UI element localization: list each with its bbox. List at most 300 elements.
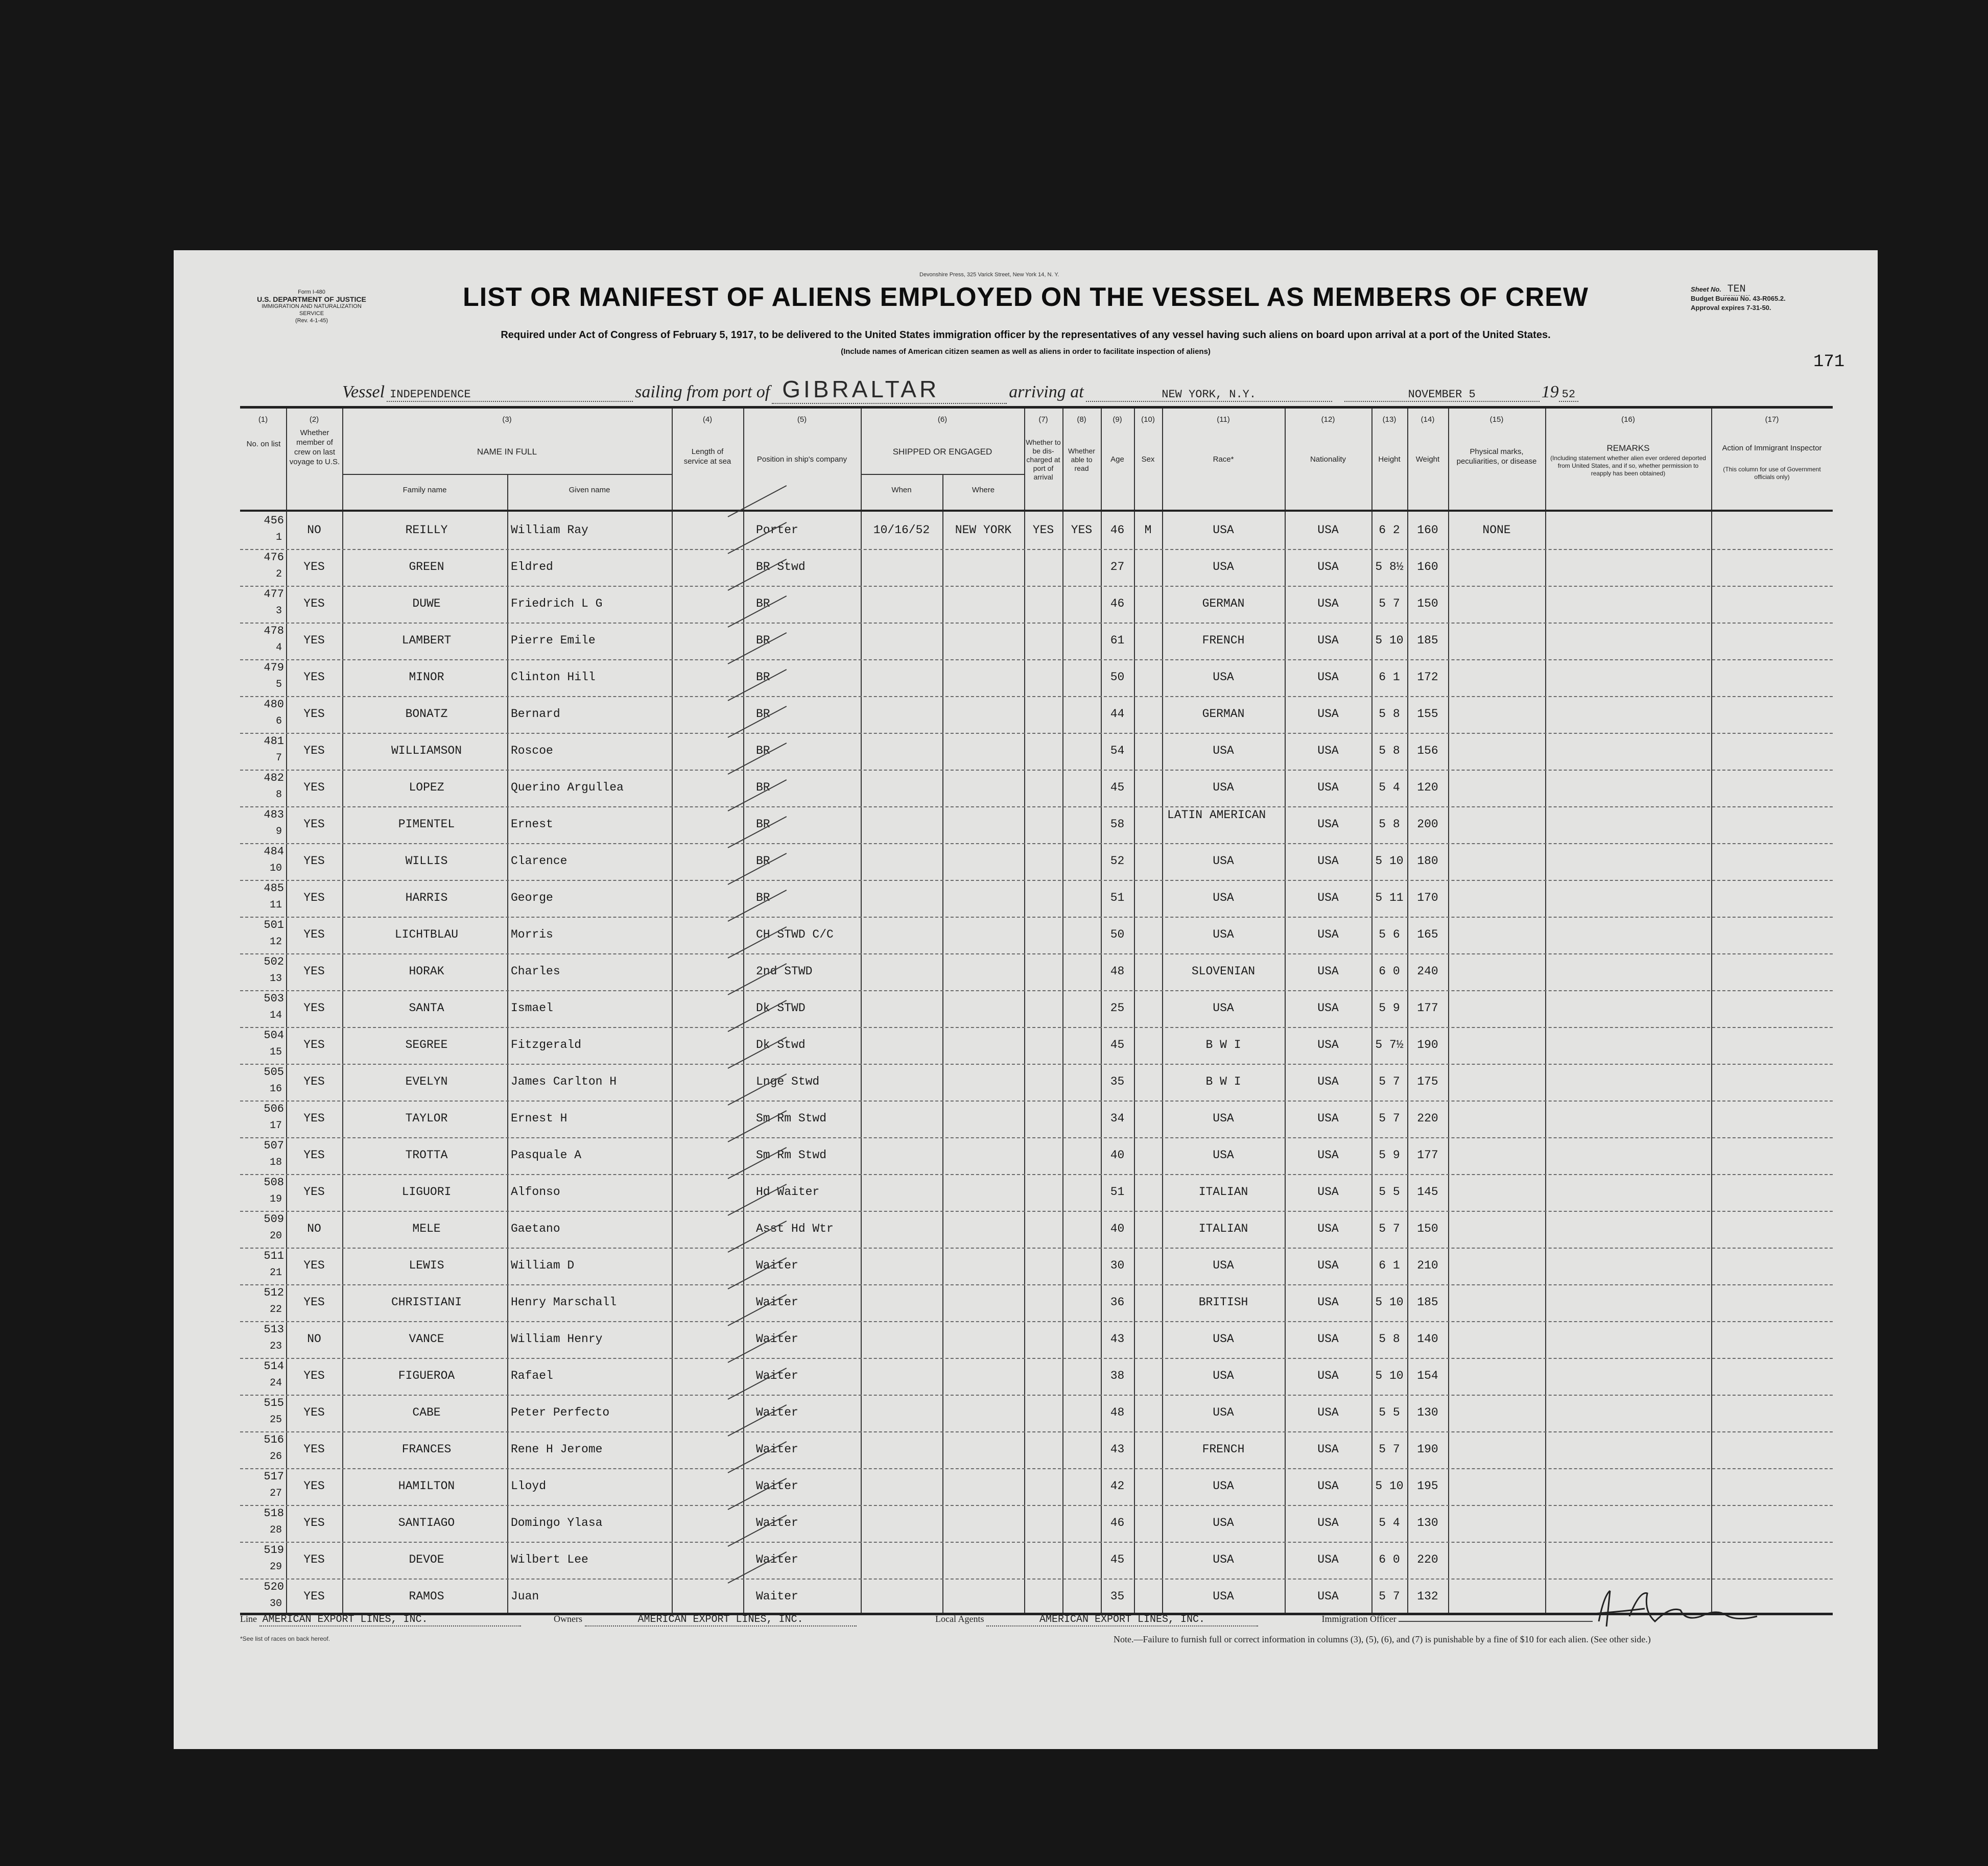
list-number-handwritten: 503 xyxy=(264,992,284,1005)
weight: 185 xyxy=(1417,634,1438,647)
family-name: GREEN xyxy=(409,560,444,573)
family-name: MELE xyxy=(412,1222,441,1235)
table-row xyxy=(240,549,1833,587)
list-number-handwritten: 505 xyxy=(264,1066,284,1079)
family-name: HARRIS xyxy=(405,891,448,904)
age: 58 xyxy=(1110,818,1125,831)
height: 6 2 xyxy=(1379,523,1400,537)
list-number: 1 xyxy=(275,532,282,543)
position: Lnge Stwd xyxy=(756,1075,820,1088)
nationality: USA xyxy=(1317,597,1339,610)
table-row xyxy=(240,1211,1833,1249)
race: USA xyxy=(1213,1516,1234,1529)
position: Waiter xyxy=(756,1479,798,1493)
nationality: USA xyxy=(1317,1075,1339,1088)
race: GERMAN xyxy=(1202,597,1245,610)
given-name: Rene H Jerome xyxy=(511,1443,603,1456)
position: Dk Stwd xyxy=(756,1038,806,1051)
given-name: Gaetano xyxy=(511,1222,560,1235)
arrival-date: NOVEMBER 5 xyxy=(1344,388,1540,402)
list-number-handwritten: 456 xyxy=(264,514,284,527)
nationality: USA xyxy=(1317,1553,1339,1566)
race: USA xyxy=(1213,1149,1234,1162)
col-num: (10) xyxy=(1141,415,1155,424)
requirement-text: Required under Act of Congress of February 5, 1917, to be delivered to the United States immigration officer by the representatives of any vessel having such aliens on board upon arrival at a port of the United States. xyxy=(501,329,1551,341)
col-num: (15) xyxy=(1489,415,1504,424)
race: USA xyxy=(1213,560,1234,573)
list-number: 16 xyxy=(269,1083,282,1095)
list-number: 13 xyxy=(269,973,282,985)
race: USA xyxy=(1213,891,1234,904)
officer-signature xyxy=(1583,1586,1778,1634)
col-num: (9) xyxy=(1113,415,1122,424)
weight: 220 xyxy=(1417,1553,1438,1566)
member-last-voyage: YES xyxy=(303,1443,325,1456)
col-num: (12) xyxy=(1321,415,1335,424)
position: BR xyxy=(756,891,770,904)
list-number: 21 xyxy=(269,1267,282,1279)
given-name: Clinton Hill xyxy=(511,671,596,684)
list-number-handwritten: 513 xyxy=(264,1323,284,1336)
position: Waiter xyxy=(756,1296,798,1309)
age: 48 xyxy=(1110,1406,1125,1419)
height: 5 5 xyxy=(1379,1406,1400,1419)
given-name: George xyxy=(511,891,553,904)
race: USA xyxy=(1213,1590,1234,1603)
table-row xyxy=(240,1431,1833,1469)
weight: 220 xyxy=(1417,1112,1438,1125)
race: ITALIAN xyxy=(1198,1222,1248,1235)
member-last-voyage: YES xyxy=(303,854,325,868)
age: 25 xyxy=(1110,1001,1125,1015)
header-when: When xyxy=(891,486,912,494)
age: 46 xyxy=(1110,1516,1125,1529)
family-name: BONATZ xyxy=(405,707,448,721)
vessel-label: Vessel xyxy=(342,382,385,401)
header-weight: Weight xyxy=(1415,455,1440,464)
list-number: 2 xyxy=(275,568,282,580)
list-number-handwritten: 485 xyxy=(264,882,284,895)
family-name: VANCE xyxy=(409,1332,444,1346)
height: 5 5 xyxy=(1379,1185,1400,1199)
weight: 190 xyxy=(1417,1443,1438,1456)
page-title: LIST OR MANIFEST OF ALIENS EMPLOYED ON THE VESSEL AS MEMBERS OF CREW xyxy=(463,282,1589,312)
given-name: Morris xyxy=(511,928,553,941)
table-row xyxy=(240,1468,1833,1506)
race: USA xyxy=(1213,1259,1234,1272)
list-number: 30 xyxy=(269,1598,282,1610)
member-last-voyage: YES xyxy=(303,560,325,573)
nationality: USA xyxy=(1317,1332,1339,1346)
arrival-port: NEW YORK, N.Y. xyxy=(1086,388,1332,402)
given-name: Peter Perfecto xyxy=(511,1406,610,1419)
position: Waiter xyxy=(756,1406,798,1419)
line-label: Line xyxy=(240,1614,257,1624)
nationality: USA xyxy=(1317,1038,1339,1051)
table-row xyxy=(240,843,1833,881)
race: USA xyxy=(1213,1112,1234,1125)
officer-signature-line xyxy=(1399,1621,1593,1622)
weight: 190 xyxy=(1417,1038,1438,1051)
list-number-handwritten: 514 xyxy=(264,1360,284,1373)
nationality: USA xyxy=(1317,560,1339,573)
given-name: Wilbert Lee xyxy=(511,1553,588,1566)
race: USA xyxy=(1213,854,1234,868)
race: LATIN AMERICAN xyxy=(1167,809,1266,821)
given-name: Clarence xyxy=(511,854,567,868)
agents-value: AMERICAN EXPORT LINES, INC. xyxy=(986,1614,1258,1626)
member-last-voyage: YES xyxy=(303,1112,325,1125)
weight: 175 xyxy=(1417,1075,1438,1088)
race: B W I xyxy=(1205,1075,1241,1088)
weight: 170 xyxy=(1417,891,1438,904)
list-number-handwritten: 501 xyxy=(264,919,284,931)
weight: 132 xyxy=(1417,1590,1438,1603)
family-name: RAMOS xyxy=(409,1590,444,1603)
height: 5 10 xyxy=(1375,1296,1404,1309)
family-name: FRANCES xyxy=(401,1443,452,1456)
header-nationality: Nationality xyxy=(1310,455,1346,464)
list-number: 22 xyxy=(269,1304,282,1315)
header-position: Position in ship's company xyxy=(756,455,847,464)
col-num: (3) xyxy=(502,415,512,424)
physical-marks: NONE xyxy=(1482,523,1511,537)
age: 43 xyxy=(1110,1443,1125,1456)
position: Hd Waiter xyxy=(756,1185,820,1199)
height: 5 7 xyxy=(1379,597,1400,610)
table-row xyxy=(240,770,1833,807)
given-name: Bernard xyxy=(511,707,560,721)
family-name: REILLY xyxy=(405,523,448,537)
list-number: 18 xyxy=(269,1157,282,1168)
height: 5 8 xyxy=(1379,707,1400,721)
weight: 240 xyxy=(1417,965,1438,978)
weight: 156 xyxy=(1417,744,1438,757)
list-number: 3 xyxy=(275,605,282,617)
list-number: 28 xyxy=(269,1524,282,1536)
height: 5 7 xyxy=(1379,1590,1400,1603)
height: 6 0 xyxy=(1379,1553,1400,1566)
family-name: LAMBERT xyxy=(401,634,452,647)
table-row xyxy=(240,1174,1833,1212)
age: 40 xyxy=(1110,1222,1125,1235)
family-name: SEGREE xyxy=(405,1038,448,1051)
given-name: Querino Argullea xyxy=(511,781,624,794)
member-last-voyage: YES xyxy=(303,781,325,794)
nationality: USA xyxy=(1317,744,1339,757)
member-last-voyage: YES xyxy=(303,928,325,941)
nationality: USA xyxy=(1317,891,1339,904)
family-name: SANTIAGO xyxy=(398,1516,455,1529)
nationality: USA xyxy=(1317,1369,1339,1382)
position: BR xyxy=(756,671,770,684)
stamp-number: 171 xyxy=(1813,352,1845,372)
table-row xyxy=(240,880,1833,918)
height: 5 7 xyxy=(1379,1112,1400,1125)
race: SLOVENIAN xyxy=(1191,965,1256,978)
table-row xyxy=(240,806,1833,844)
list-number-handwritten: 509 xyxy=(264,1213,284,1226)
race: USA xyxy=(1213,1001,1234,1015)
list-number-handwritten: 481 xyxy=(264,735,284,748)
list-number-handwritten: 508 xyxy=(264,1176,284,1189)
shipped-where: NEW YORK xyxy=(955,523,1012,537)
nationality: USA xyxy=(1317,1516,1339,1529)
header-where: Where xyxy=(972,486,995,494)
list-number: 29 xyxy=(269,1561,282,1573)
age: 27 xyxy=(1110,560,1125,573)
list-number-handwritten: 476 xyxy=(264,551,284,564)
crew-table xyxy=(240,406,1833,1615)
position: Waiter xyxy=(756,1259,798,1272)
family-name: LEWIS xyxy=(409,1259,444,1272)
age: 54 xyxy=(1110,744,1125,757)
sailing-label: sailing from port of xyxy=(635,382,770,401)
family-name: LICHTBLAU xyxy=(394,928,459,941)
height: 5 8 xyxy=(1379,744,1400,757)
year-prefix: 19 xyxy=(1541,382,1559,401)
manifest-sheet xyxy=(174,250,1878,1749)
family-name: WILLIS xyxy=(405,854,448,868)
table-row xyxy=(240,512,1833,550)
given-name: Eldred xyxy=(511,560,553,573)
nationality: USA xyxy=(1317,1590,1339,1603)
race: USA xyxy=(1213,523,1234,537)
race: USA xyxy=(1213,1369,1234,1382)
member-last-voyage: YES xyxy=(303,1075,325,1088)
age: 61 xyxy=(1110,634,1125,647)
position: BR xyxy=(756,818,770,831)
family-name: TROTTA xyxy=(405,1149,448,1162)
line-value: AMERICAN EXPORT LINES, INC. xyxy=(259,1614,521,1626)
col-num: (4) xyxy=(702,415,713,424)
age: 48 xyxy=(1110,965,1125,978)
position: Waiter xyxy=(756,1553,798,1566)
age: 35 xyxy=(1110,1075,1125,1088)
race: B W I xyxy=(1205,1038,1241,1051)
height: 5 4 xyxy=(1379,781,1400,794)
weight: 160 xyxy=(1417,523,1438,537)
family-name: SANTA xyxy=(409,1001,444,1015)
table-row xyxy=(240,1542,1833,1580)
given-name: Pierre Emile xyxy=(511,634,596,647)
header-length-of-service: Length of service at sea xyxy=(683,447,731,466)
family-name: FIGUEROA xyxy=(398,1369,455,1382)
age: 46 xyxy=(1110,597,1125,610)
sex: M xyxy=(1144,523,1152,537)
discharged: YES xyxy=(1032,523,1054,537)
sheet-number: TEN xyxy=(1723,283,1750,296)
header-sex: Sex xyxy=(1141,455,1155,464)
list-number: 12 xyxy=(269,936,282,948)
list-number: 26 xyxy=(269,1451,282,1463)
given-name: James Carlton H xyxy=(511,1075,617,1088)
list-number-handwritten: 479 xyxy=(264,661,284,674)
age: 51 xyxy=(1110,1185,1125,1199)
weight: 154 xyxy=(1417,1369,1438,1382)
list-number-handwritten: 504 xyxy=(264,1029,284,1042)
given-name: Fitzgerald xyxy=(511,1038,582,1051)
member-last-voyage: YES xyxy=(303,1001,325,1015)
weight: 177 xyxy=(1417,1001,1438,1015)
weight: 165 xyxy=(1417,928,1438,941)
list-number: 20 xyxy=(269,1230,282,1242)
age: 40 xyxy=(1110,1149,1125,1162)
height: 5 10 xyxy=(1375,1369,1404,1382)
given-name: Charles xyxy=(511,965,560,978)
list-number-handwritten: 511 xyxy=(264,1250,284,1262)
weight: 172 xyxy=(1417,671,1438,684)
given-name: Domingo Ylasa xyxy=(511,1516,603,1529)
nationality: USA xyxy=(1317,1149,1339,1162)
list-number-handwritten: 480 xyxy=(264,698,284,711)
revision: (Rev. 4-1-45) xyxy=(295,318,328,324)
member-last-voyage: YES xyxy=(303,1553,325,1566)
position: CH STWD C/C xyxy=(756,928,834,941)
weight: 177 xyxy=(1417,1149,1438,1162)
race: USA xyxy=(1213,1406,1234,1419)
weight: 145 xyxy=(1417,1185,1438,1199)
position: Asst Hd Wtr xyxy=(756,1222,834,1235)
family-name: HORAK xyxy=(409,965,444,978)
position: Waiter xyxy=(756,1443,798,1456)
department: U.S. DEPARTMENT OF JUSTICE xyxy=(257,295,366,303)
height: 5 11 xyxy=(1375,891,1404,904)
race: USA xyxy=(1213,1332,1234,1346)
age: 46 xyxy=(1110,523,1125,537)
include-note: (Include names of American citizen seamen as well as aliens in order to facilitate inspection of aliens) xyxy=(841,347,1211,356)
member-last-voyage: YES xyxy=(303,965,325,978)
table-row xyxy=(240,1248,1833,1285)
member-last-voyage: YES xyxy=(303,1296,325,1309)
family-name: MINOR xyxy=(409,671,444,684)
given-name: Friedrich L G xyxy=(511,597,603,610)
officer-label: Immigration Officer xyxy=(1321,1614,1397,1624)
vessel-line xyxy=(342,375,1578,404)
height: 5 6 xyxy=(1379,928,1400,941)
shipped-when: 10/16/52 xyxy=(873,523,930,537)
position: Sm Rm Stwd xyxy=(756,1149,827,1162)
table-row xyxy=(240,1101,1833,1138)
table-row xyxy=(240,1505,1833,1543)
col-num: (8) xyxy=(1077,415,1086,424)
table-row xyxy=(240,990,1833,1028)
position: BR xyxy=(756,597,770,610)
family-name: WILLIAMSON xyxy=(391,744,462,757)
member-last-voyage: YES xyxy=(303,1259,325,1272)
able-to-read: YES xyxy=(1071,523,1093,537)
height: 5 7½ xyxy=(1375,1038,1404,1051)
header-inspector-action: Action of Immigrant Inspector xyxy=(1722,444,1822,452)
member-last-voyage: YES xyxy=(303,634,325,647)
table-row xyxy=(240,1064,1833,1102)
nationality: USA xyxy=(1317,1185,1339,1199)
position: BR Stwd xyxy=(756,560,806,573)
family-name: PIMENTEL xyxy=(398,818,455,831)
height: 5 7 xyxy=(1379,1443,1400,1456)
member-last-voyage: NO xyxy=(307,1332,321,1346)
age: 38 xyxy=(1110,1369,1125,1382)
nationality: USA xyxy=(1317,781,1339,794)
member-last-voyage: YES xyxy=(303,707,325,721)
sheet-label: Sheet No. xyxy=(1691,285,1721,293)
given-name: Ernest xyxy=(511,818,553,831)
list-number: 14 xyxy=(269,1010,282,1021)
given-name: William D xyxy=(511,1259,575,1272)
list-number-handwritten: 517 xyxy=(264,1470,284,1483)
table-row xyxy=(240,917,1833,954)
position: BR xyxy=(756,707,770,721)
nationality: USA xyxy=(1317,634,1339,647)
list-number-handwritten: 484 xyxy=(264,845,284,858)
member-last-voyage: YES xyxy=(303,891,325,904)
race: USA xyxy=(1213,671,1234,684)
position: BR xyxy=(756,854,770,868)
table-row xyxy=(240,1137,1833,1175)
header-height: Height xyxy=(1378,455,1401,464)
list-number: 23 xyxy=(269,1341,282,1352)
weight: 150 xyxy=(1417,1222,1438,1235)
age: 44 xyxy=(1110,707,1125,721)
family-name: CABE xyxy=(412,1406,441,1419)
list-number: 10 xyxy=(269,863,282,874)
departure-port: GIBRALTAR xyxy=(772,375,1007,404)
header-member-last-voyage: Whether member of crew on last voyage to U.S. xyxy=(289,428,340,466)
agents-label: Local Agents xyxy=(935,1614,984,1624)
nationality: USA xyxy=(1317,1112,1339,1125)
family-name: DUWE xyxy=(412,597,441,610)
printer-credit: Devonshire Press, 325 Varick Street, New York 14, N. Y. xyxy=(919,272,1059,278)
race: FRENCH xyxy=(1202,634,1245,647)
list-number-handwritten: 502 xyxy=(264,955,284,968)
list-number-handwritten: 518 xyxy=(264,1507,284,1520)
list-number: 4 xyxy=(275,642,282,654)
nationality: USA xyxy=(1317,1259,1339,1272)
member-last-voyage: YES xyxy=(303,1516,325,1529)
weight: 120 xyxy=(1417,781,1438,794)
nationality: USA xyxy=(1317,1443,1339,1456)
nationality: USA xyxy=(1317,818,1339,831)
weight: 160 xyxy=(1417,560,1438,573)
given-name: William Ray xyxy=(511,523,588,537)
budget-bureau: Budget Bureau No. 43-R065.2. xyxy=(1691,295,1786,302)
nationality: USA xyxy=(1317,965,1339,978)
weight: 155 xyxy=(1417,707,1438,721)
age: 42 xyxy=(1110,1479,1125,1493)
col-num: (11) xyxy=(1217,415,1230,424)
height: 6 0 xyxy=(1379,965,1400,978)
race: USA xyxy=(1213,928,1234,941)
given-name: Pasquale A xyxy=(511,1149,582,1162)
age: 50 xyxy=(1110,671,1125,684)
header-able-to-read: Whether able to read xyxy=(1068,447,1095,472)
weight: 180 xyxy=(1417,854,1438,868)
member-last-voyage: YES xyxy=(303,818,325,831)
table-row xyxy=(240,1321,1833,1359)
height: 5 9 xyxy=(1379,1001,1400,1015)
vessel-name: INDEPENDENCE xyxy=(387,388,633,402)
age: 45 xyxy=(1110,781,1125,794)
nationality: USA xyxy=(1317,928,1339,941)
list-number: 8 xyxy=(275,789,282,801)
length-of-service-mark xyxy=(728,485,787,517)
race: GERMAN xyxy=(1202,707,1245,721)
header-inspector-note: (This column for use of Government officials only) xyxy=(1723,466,1821,481)
member-last-voyage: YES xyxy=(303,1479,325,1493)
position: Sm Rm Stwd xyxy=(756,1112,827,1125)
race: USA xyxy=(1213,1553,1234,1566)
table-row xyxy=(240,1284,1833,1322)
